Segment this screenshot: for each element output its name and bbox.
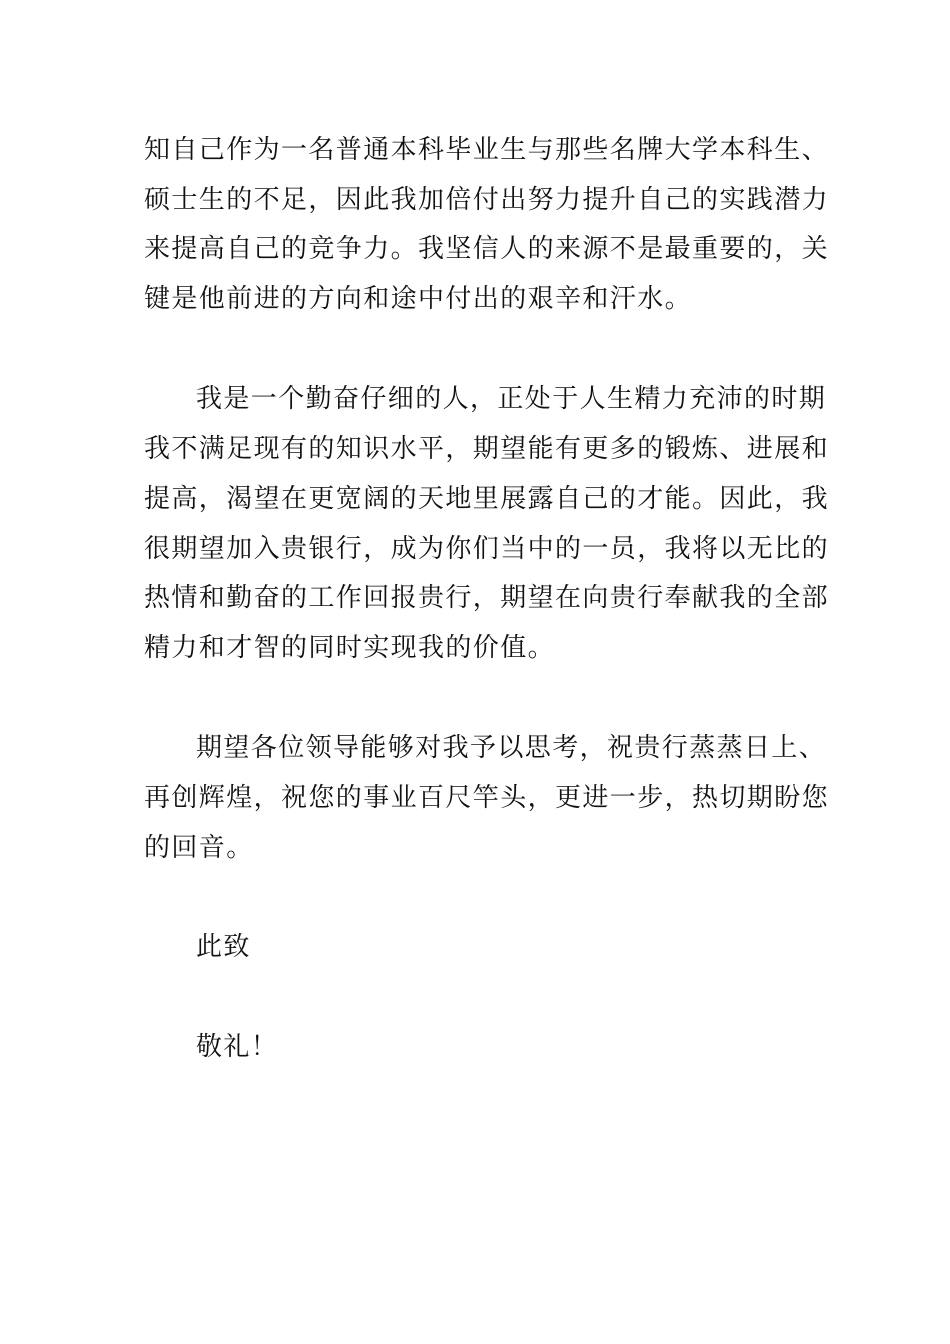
paragraph-2-line-1: 我是一个勤奋仔细的人，正处于人生精力充沛的时期 xyxy=(196,384,827,414)
paragraph-2-line-2: 我不满足现有的知识水平，期望能有更多的锻炼、进展和 xyxy=(144,434,830,464)
closing-greeting: 此致 xyxy=(196,932,251,962)
paragraph-2-line-5: 热情和勤奋的工作回报贵行，期望在向贵行奉献我的全部 xyxy=(144,583,830,613)
paragraph-3-line-1: 期望各位领导能够对我予以思考，祝贵行蒸蒸日上、 xyxy=(196,733,827,763)
paragraph-1-line-1: 知自己作为一名普通本科毕业生与那些名牌大学本科生、 xyxy=(144,135,830,165)
paragraph-3-line-2: 再创辉煌，祝您的事业百尺竿头，更进一步，热切期盼您 xyxy=(144,783,830,813)
closing-salute: 敬礼！ xyxy=(196,1032,279,1062)
paragraph-2-line-6: 精力和才智的同时实现我的价值。 xyxy=(144,633,556,663)
paragraph-2-line-4: 很期望加入贵银行，成为你们当中的一员，我将以无比的 xyxy=(144,534,830,564)
paragraph-1-line-3: 来提高自己的竞争力。我坚信人的来源不是最重要的，关 xyxy=(144,234,830,264)
paragraph-3-line-3: 的回音。 xyxy=(144,833,254,863)
paragraph-1-line-2: 硕士生的不足，因此我加倍付出努力提升自己的实践潜力 xyxy=(144,185,830,215)
paragraph-1-line-4: 键是他前进的方向和途中付出的艰辛和汗水。 xyxy=(144,284,693,314)
paragraph-2-line-3: 提高，渴望在更宽阔的天地里展露自己的才能。因此，我 xyxy=(144,484,830,514)
